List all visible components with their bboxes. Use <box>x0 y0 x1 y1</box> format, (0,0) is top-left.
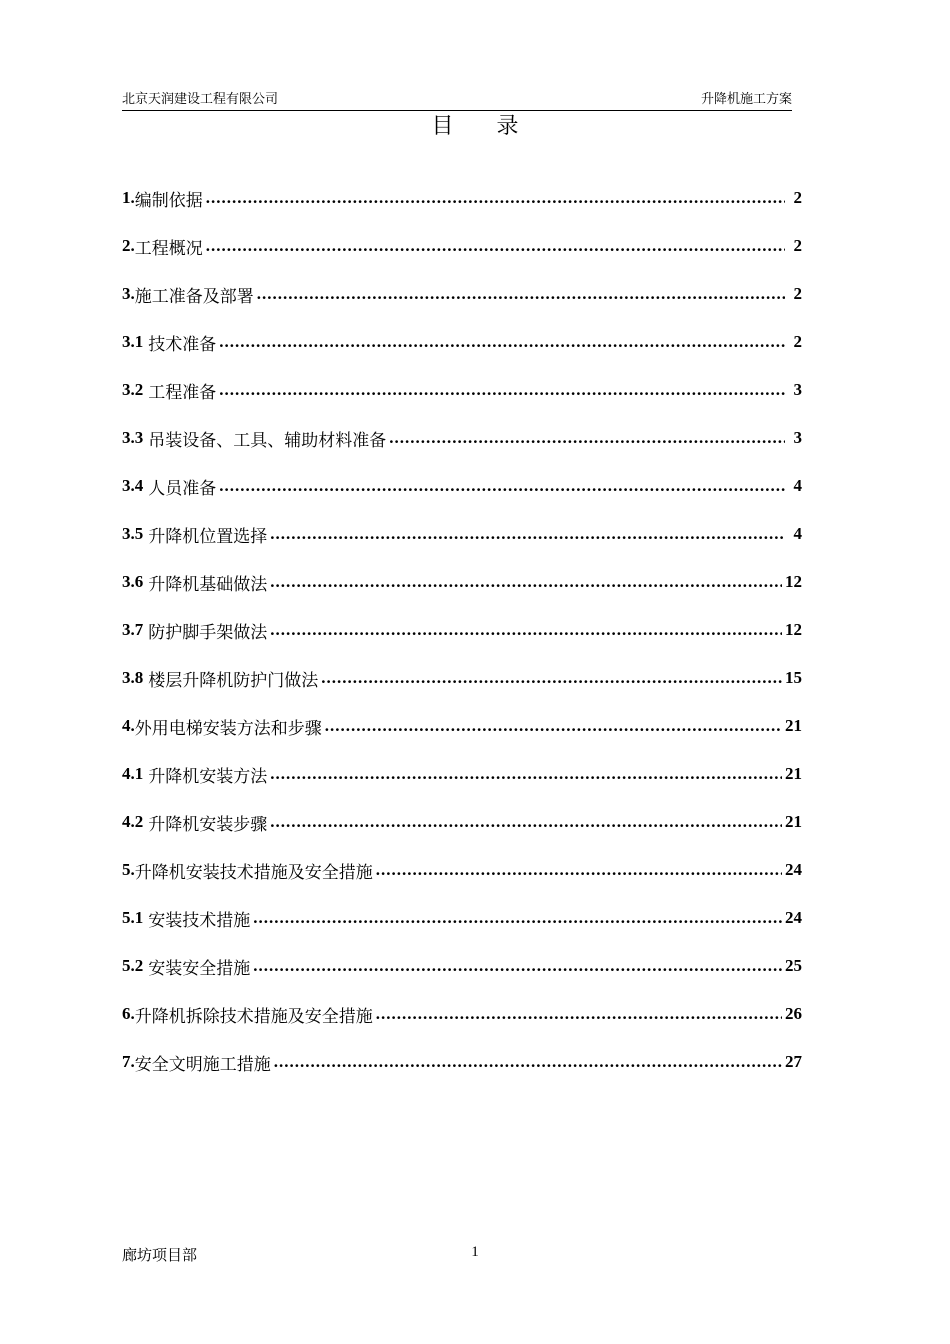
toc-entry-page: 21 <box>785 716 802 735</box>
toc-entry-title: 升降机安装步骤 <box>148 814 268 835</box>
toc-entry[interactable] <box>122 414 802 462</box>
footer-page-number: 1 <box>471 1244 479 1260</box>
toc-entry-title: 技术准备 <box>148 334 217 355</box>
header-company: 北京天润建设工程有限公司 <box>122 92 279 107</box>
toc-entry-number: 4.2 <box>122 812 144 831</box>
toc-entry-title: 升降机位置选择 <box>148 526 268 547</box>
toc-entry-number: 4.1 <box>122 764 144 783</box>
toc-entry-title: 防护脚手架做法 <box>148 622 268 643</box>
toc-dot-leader <box>389 427 785 449</box>
toc-entry-title: 工程准备 <box>148 382 217 403</box>
toc-entry-page: 2 <box>793 284 802 303</box>
toc-dot-leader <box>219 379 785 401</box>
toc-entry[interactable] <box>122 462 802 510</box>
toc-entry-number: 3. <box>122 284 135 303</box>
toc-entry-number: 3.1 <box>122 332 144 351</box>
toc-dot-leader <box>206 235 785 257</box>
toc-dot-leader <box>219 331 785 353</box>
toc-entry-page: 4 <box>793 524 802 543</box>
toc-entry-page: 21 <box>785 764 802 783</box>
toc-entry[interactable] <box>122 894 802 942</box>
toc-entry-number: 3.5 <box>122 524 144 543</box>
toc-entry-number: 3.7 <box>122 620 144 639</box>
toc-entry-page: 25 <box>785 956 802 975</box>
toc-title: 目 录 <box>431 114 537 139</box>
toc-entry[interactable] <box>122 606 802 654</box>
toc-entry-page: 15 <box>785 668 802 687</box>
toc-entry-title: 升降机拆除技术措施及安全措施 <box>134 1006 373 1027</box>
toc-entry-title: 编制依据 <box>134 190 203 211</box>
toc-entry[interactable] <box>122 366 802 414</box>
toc-entry[interactable] <box>122 558 802 606</box>
toc-entry-page: 2 <box>793 236 802 255</box>
toc-dot-leader <box>270 523 785 545</box>
header-doc-title: 升降机施工方案 <box>700 92 792 107</box>
toc-entry[interactable] <box>122 174 802 222</box>
toc-entry-number: 3.2 <box>122 380 144 399</box>
toc-entry[interactable] <box>122 798 802 846</box>
toc-entry-number: 6. <box>122 1004 135 1023</box>
toc-entry-page: 21 <box>785 812 802 831</box>
toc-entry-title: 楼层升降机防护门做法 <box>148 670 319 691</box>
toc-entry-title: 升降机基础做法 <box>148 574 268 595</box>
toc-entry[interactable] <box>122 510 802 558</box>
toc-dot-leader <box>376 1003 782 1025</box>
toc-dot-leader <box>376 859 782 881</box>
toc-entry-number: 3.4 <box>122 476 144 495</box>
toc-dot-leader <box>321 667 782 689</box>
toc-entry-page: 24 <box>785 908 802 927</box>
toc-entry-title: 施工准备及部署 <box>134 286 254 307</box>
toc-dot-leader <box>219 475 785 497</box>
toc-entry-number: 4. <box>122 716 135 735</box>
toc-entry[interactable] <box>122 270 802 318</box>
toc-entry-title: 安全文明施工措施 <box>134 1054 271 1075</box>
toc-dot-leader <box>253 907 782 929</box>
toc-entry-page: 27 <box>785 1052 802 1071</box>
toc-entry-number: 5.1 <box>122 908 144 927</box>
table-of-contents <box>122 174 802 1086</box>
toc-entry-number: 1. <box>122 188 135 207</box>
toc-dot-leader <box>325 715 782 737</box>
toc-entry[interactable] <box>122 318 802 366</box>
toc-entry-title: 安装技术措施 <box>148 910 251 931</box>
toc-entry-page: 24 <box>785 860 802 879</box>
toc-entry-page: 2 <box>793 188 802 207</box>
toc-dot-leader <box>270 571 782 593</box>
toc-dot-leader <box>270 763 782 785</box>
toc-dot-leader <box>257 283 785 305</box>
toc-entry[interactable] <box>122 654 802 702</box>
toc-entry[interactable] <box>122 990 802 1038</box>
toc-entry-page: 2 <box>793 332 802 351</box>
toc-entry-number: 3.3 <box>122 428 144 447</box>
toc-entry-title: 外用电梯安装方法和步骤 <box>134 718 322 739</box>
toc-entry[interactable] <box>122 702 802 750</box>
toc-entry[interactable] <box>122 846 802 894</box>
toc-entry-title: 升降机安装技术措施及安全措施 <box>134 862 373 883</box>
toc-dot-leader <box>274 1051 782 1073</box>
toc-entry-number: 2. <box>122 236 135 255</box>
toc-dot-leader <box>270 619 782 641</box>
toc-entry-title: 升降机安装方法 <box>148 766 268 787</box>
toc-entry-number: 3.6 <box>122 572 144 591</box>
toc-entry-number: 7. <box>122 1052 135 1071</box>
toc-entry-title: 工程概况 <box>134 238 203 259</box>
toc-entry-page: 3 <box>793 428 802 447</box>
toc-entry-page: 4 <box>793 476 802 495</box>
toc-entry-number: 5. <box>122 860 135 879</box>
toc-entry-title: 吊装设备、工具、辅助材料准备 <box>148 430 387 451</box>
toc-entry-page: 26 <box>785 1004 802 1023</box>
toc-entry-page: 12 <box>785 620 802 639</box>
toc-entry-title: 人员准备 <box>148 478 217 499</box>
toc-entry[interactable] <box>122 222 802 270</box>
toc-entry[interactable] <box>122 750 802 798</box>
toc-entry-page: 3 <box>793 380 802 399</box>
toc-dot-leader <box>253 955 782 977</box>
toc-entry-number: 5.2 <box>122 956 144 975</box>
toc-entry-page: 12 <box>785 572 802 591</box>
toc-entry[interactable] <box>122 942 802 990</box>
footer-department: 廊坊项目部 <box>122 1246 198 1264</box>
toc-dot-leader <box>270 811 782 833</box>
toc-entry-number: 3.8 <box>122 668 144 687</box>
toc-dot-leader <box>206 187 785 209</box>
page-header <box>122 90 792 111</box>
toc-entry-title: 安装安全措施 <box>148 958 251 979</box>
toc-entry[interactable] <box>122 1038 802 1086</box>
